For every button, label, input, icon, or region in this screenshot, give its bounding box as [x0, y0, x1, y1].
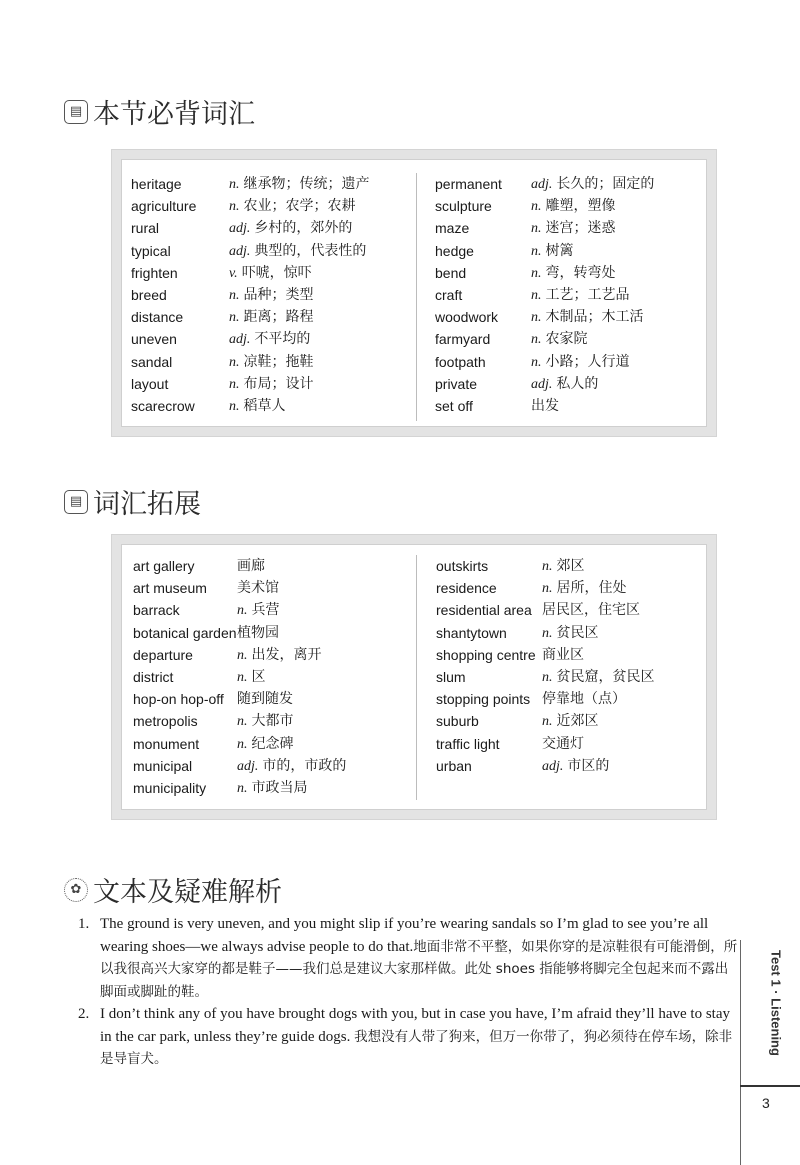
part-of-speech: n.	[531, 265, 542, 281]
vocab-row	[131, 351, 411, 373]
definition-text: 吓唬，惊吓	[241, 264, 312, 281]
vocab-term: botanical garden	[133, 624, 237, 641]
vocab-definition	[531, 217, 616, 240]
part-of-speech: n.	[542, 581, 553, 597]
definition-text: 典型的，代表性的	[254, 242, 367, 259]
vocab-term: scarecrow	[131, 398, 195, 414]
vocab-row	[436, 733, 706, 755]
vocab-row	[435, 328, 705, 350]
definition-text: 凉鞋；拖鞋	[243, 353, 314, 370]
column-divider	[416, 173, 417, 421]
vocab-row	[436, 622, 706, 644]
vocab-definition	[531, 373, 598, 396]
vocab-definition	[531, 262, 616, 285]
vocab-term: maze	[435, 220, 470, 237]
vocab-row	[133, 599, 413, 621]
part-of-speech: n.	[237, 603, 248, 619]
vocab-term: metropolis	[133, 713, 198, 730]
definition-text: 画廊	[237, 558, 265, 574]
vocab-definition	[542, 599, 640, 622]
vocab-row	[435, 351, 705, 373]
vocab-row	[435, 262, 705, 284]
vocab-row	[436, 599, 706, 621]
vocab-definition	[237, 733, 294, 756]
section-title-text: 本节必背词汇	[93, 99, 255, 130]
part-of-speech: adj.	[229, 332, 251, 348]
flower-icon: ✿	[64, 878, 88, 902]
vocab-row	[436, 688, 706, 710]
analysis-paragraph-2	[78, 1003, 740, 1071]
paragraph-english: The ground is very uneven, and you might slip if you’re wearing sandals so I’m glad to see you’re all wearing shoes—we always advise people to do that.	[100, 916, 709, 955]
vocab-term: hedge	[435, 242, 474, 259]
definition-text: 市政当局	[251, 780, 308, 796]
vocab-term: private	[435, 375, 478, 392]
definition-text: 不平均的	[254, 331, 311, 348]
section-title-text: 词汇拓展	[93, 489, 201, 520]
definition-text: 迷宫；迷惑	[545, 220, 616, 237]
part-of-speech: n.	[229, 354, 240, 370]
part-of-speech: n.	[542, 714, 553, 730]
vocab-term: set off	[435, 398, 473, 414]
vocab-row	[131, 262, 411, 284]
definition-text: 雕塑，塑像	[545, 198, 616, 215]
vocab-definition	[531, 240, 574, 263]
vocab-definition	[531, 173, 654, 196]
vocab-term: craft	[435, 287, 463, 303]
definition-text: 居所，住处	[556, 580, 627, 597]
footer-rule	[740, 1085, 800, 1087]
vocab-definition	[542, 755, 609, 778]
vocab-row	[133, 733, 413, 755]
vocab-definition	[229, 306, 314, 329]
vocab-definition	[542, 666, 655, 689]
vocab-term: heritage	[131, 176, 182, 192]
part-of-speech: n.	[229, 310, 240, 326]
vocab-row	[133, 688, 413, 710]
section-title-text: 文本及疑难解析	[93, 877, 282, 908]
vocab-row	[436, 555, 706, 577]
paragraph-chinese: 地面非常不平整，如果你穿的是凉鞋很有可能滑倒，所以我很高兴大家穿的都是鞋子——我们总是建议大家那样做。此处 shoes 指能够将脚完全包起来而不露出脚面或脚趾的鞋。	[100, 938, 738, 1000]
vocab-term: district	[133, 669, 174, 685]
vocab-term: permanent	[435, 176, 502, 192]
vocab-definition	[229, 173, 370, 196]
section-title-analysis	[64, 870, 282, 909]
vocab-definition	[237, 644, 322, 667]
vocab-row	[435, 217, 705, 239]
section-title-vocab	[64, 92, 255, 131]
vocab-row	[133, 666, 413, 688]
vocab-row	[435, 195, 705, 217]
part-of-speech: n.	[229, 399, 240, 414]
definition-text: 大都市	[251, 713, 294, 730]
part-of-speech: n.	[229, 288, 240, 303]
definition-text: 出发，离开	[251, 646, 322, 663]
vocab-term: breed	[131, 287, 167, 303]
vocab-definition	[229, 395, 286, 418]
vocab-term: farmyard	[435, 331, 491, 348]
vocab-term: art museum	[133, 580, 207, 597]
definition-text: 继承物；传统；遗产	[243, 176, 370, 192]
vocab-definition	[542, 733, 584, 756]
definition-text: 区	[251, 669, 266, 685]
vocab-definition	[229, 217, 352, 240]
vocab-definition	[229, 328, 310, 351]
paragraph-english: I don’t think any of you have brought dogs with you, but in case you have, I’m afraid they’ll have to stay in the car park, unless they’re guide dogs.	[100, 1006, 730, 1045]
vocab-row	[436, 577, 706, 599]
vocab-row	[133, 555, 413, 577]
vocab-row	[133, 710, 413, 732]
part-of-speech: adj.	[229, 243, 251, 259]
part-of-speech: n.	[542, 670, 553, 685]
definition-text: 木制品；木工活	[545, 309, 644, 326]
vocab-row	[133, 577, 413, 599]
vocab-row	[436, 755, 706, 777]
vocab-definition	[237, 555, 265, 578]
definition-text: 随到随发	[237, 691, 293, 708]
definition-text: 停靠地（点）	[542, 691, 626, 708]
part-of-speech: n.	[237, 714, 248, 730]
analysis-paragraph-1	[78, 913, 740, 1003]
vocab-row	[131, 217, 411, 239]
definition-text: 纪念碑	[251, 735, 294, 752]
vocab-definition	[237, 622, 279, 645]
vocab-term: residential area	[436, 602, 532, 619]
vocab-row	[133, 755, 413, 777]
vocab-definition	[531, 195, 616, 218]
vocab-term: barrack	[133, 602, 180, 619]
vocab-definition	[229, 373, 314, 396]
vocab-row	[131, 328, 411, 350]
book-icon: ▤	[64, 490, 88, 514]
vocab-definition	[531, 351, 630, 374]
definition-text: 植物园	[237, 624, 279, 641]
part-of-speech: adj.	[531, 376, 553, 392]
paragraph-number: 1.	[78, 916, 90, 932]
vocab-row	[131, 240, 411, 262]
vocab-definition	[237, 777, 308, 800]
book-icon: ▤	[64, 100, 88, 124]
page-number: 3	[762, 1095, 770, 1111]
vocab-definition	[229, 195, 356, 218]
definition-text: 布局；设计	[243, 375, 314, 392]
definition-text: 郊区	[556, 558, 585, 574]
vocab-term: bend	[435, 264, 467, 281]
definition-text: 贫民区	[556, 624, 599, 641]
vocab-row	[131, 284, 411, 306]
vocab-term: municipal	[133, 757, 193, 774]
vocab-term: hop-on hop-off	[133, 691, 224, 708]
section-title-expand	[64, 482, 201, 521]
vocab-definition	[542, 622, 599, 645]
vocab-row	[435, 306, 705, 328]
vocab-row	[131, 195, 411, 217]
part-of-speech: n.	[531, 354, 542, 370]
part-of-speech: n.	[237, 781, 248, 796]
definition-text: 农家院	[545, 331, 588, 348]
side-tab-label: Test 1 · Listening	[768, 950, 784, 1056]
vocab-definition	[229, 262, 312, 285]
vocab-term: rural	[131, 220, 160, 237]
definition-text: 弯，转弯处	[545, 264, 616, 281]
part-of-speech: n.	[229, 177, 240, 192]
part-of-speech: adj.	[531, 177, 553, 192]
part-of-speech: n.	[237, 647, 248, 663]
vocab-row	[133, 622, 413, 644]
part-of-speech: v.	[229, 265, 238, 281]
vocab-definition	[237, 710, 294, 733]
vocab-definition	[531, 284, 630, 307]
vocab-term: sculpture	[435, 198, 492, 215]
vocab-term: traffic light	[436, 735, 500, 752]
part-of-speech: n.	[531, 288, 542, 303]
vocab-row	[435, 240, 705, 262]
vocab-definition	[531, 328, 588, 351]
vocab-row	[131, 173, 411, 195]
paragraph-chinese: 我想没有人带了狗来，但万一你带了，狗必须待在停车场，除非是导盲犬。	[100, 1028, 733, 1067]
vocab-term: outskirts	[436, 558, 489, 574]
definition-text: 贫民窟，贫民区	[556, 669, 655, 685]
vocab-term: stopping points	[436, 691, 531, 708]
vocab-row	[133, 644, 413, 666]
definition-text: 市区的	[567, 757, 610, 774]
vocab-definition	[237, 666, 266, 689]
definition-text: 近郊区	[556, 713, 599, 730]
vocab-term: art gallery	[133, 558, 195, 574]
part-of-speech: n.	[531, 221, 542, 237]
vocab-row	[436, 710, 706, 732]
part-of-speech: adj.	[542, 758, 564, 774]
part-of-speech: n.	[531, 332, 542, 348]
vocab-term: footpath	[435, 353, 486, 370]
part-of-speech: adj.	[229, 221, 251, 237]
column-divider	[416, 555, 417, 800]
vocab-box	[112, 150, 716, 436]
part-of-speech: n.	[531, 310, 542, 326]
definition-text: 农业；农学；农耕	[243, 198, 356, 215]
definition-text: 乡村的，郊外的	[254, 220, 353, 237]
expand-box	[112, 535, 716, 819]
margin-rule	[740, 940, 741, 1165]
vocab-definition	[542, 555, 585, 578]
vocab-term: departure	[133, 646, 193, 663]
part-of-speech: n.	[237, 670, 248, 685]
vocab-definition	[237, 599, 280, 622]
vocab-definition	[542, 710, 599, 733]
vocab-definition	[229, 240, 366, 263]
part-of-speech: n.	[542, 559, 553, 574]
vocab-term: monument	[133, 735, 200, 752]
vocab-term: woodwork	[435, 309, 499, 326]
definition-text: 市的，市政的	[262, 757, 347, 774]
paragraph-number: 2.	[78, 1006, 90, 1022]
part-of-speech: n.	[531, 199, 542, 215]
part-of-speech: n.	[229, 376, 240, 392]
definition-text: 出发	[531, 398, 559, 414]
vocab-term: frighten	[131, 264, 178, 281]
vocab-row	[435, 395, 705, 417]
vocab-term: slum	[436, 669, 466, 685]
vocab-row	[131, 395, 411, 417]
vocab-term: layout	[131, 375, 169, 392]
vocab-term: shantytown	[436, 624, 507, 641]
vocab-term: residence	[436, 580, 497, 597]
vocab-definition	[229, 351, 314, 374]
vocab-definition	[542, 644, 584, 667]
vocab-term: sandal	[131, 353, 173, 370]
definition-text: 稻草人	[243, 398, 286, 414]
part-of-speech: n.	[531, 243, 542, 259]
vocab-row	[131, 306, 411, 328]
definition-text: 交通灯	[542, 735, 584, 752]
part-of-speech: n.	[237, 736, 248, 752]
part-of-speech: n.	[542, 625, 553, 641]
definition-text: 兵营	[251, 602, 280, 619]
vocab-definition	[229, 284, 314, 307]
part-of-speech: n.	[229, 199, 240, 215]
definition-text: 居民区，住宅区	[542, 602, 640, 619]
vocab-term: municipality	[133, 780, 207, 796]
part-of-speech: adj.	[237, 758, 259, 774]
vocab-term: distance	[131, 309, 184, 326]
vocab-definition	[542, 688, 626, 711]
vocab-definition	[531, 395, 559, 418]
vocab-row	[435, 284, 705, 306]
vocab-term: shopping centre	[436, 646, 536, 663]
vocab-row	[133, 777, 413, 799]
vocab-row	[436, 666, 706, 688]
vocab-term: suburb	[436, 713, 479, 730]
vocab-row	[435, 373, 705, 395]
vocab-term: urban	[436, 757, 472, 774]
vocab-row	[435, 173, 705, 195]
vocab-term: agriculture	[131, 198, 197, 215]
vocab-definition	[237, 755, 346, 778]
vocab-row	[131, 373, 411, 395]
side-tab	[752, 940, 800, 1090]
vocab-term: uneven	[131, 331, 177, 348]
vocab-term: typical	[131, 242, 171, 259]
definition-text: 品种；类型	[243, 287, 314, 303]
definition-text: 距离；路程	[243, 309, 314, 326]
definition-text: 树篱	[545, 242, 574, 259]
definition-text: 美术馆	[237, 580, 279, 597]
vocab-definition	[237, 577, 279, 600]
definition-text: 工艺；工艺品	[545, 287, 630, 303]
vocab-row	[436, 644, 706, 666]
vocab-definition	[531, 306, 644, 329]
definition-text: 长久的；固定的	[556, 176, 655, 192]
definition-text: 私人的	[556, 375, 599, 392]
definition-text: 商业区	[542, 646, 584, 663]
definition-text: 小路；人行道	[545, 353, 630, 370]
vocab-definition	[237, 688, 293, 711]
vocab-definition	[542, 577, 627, 600]
